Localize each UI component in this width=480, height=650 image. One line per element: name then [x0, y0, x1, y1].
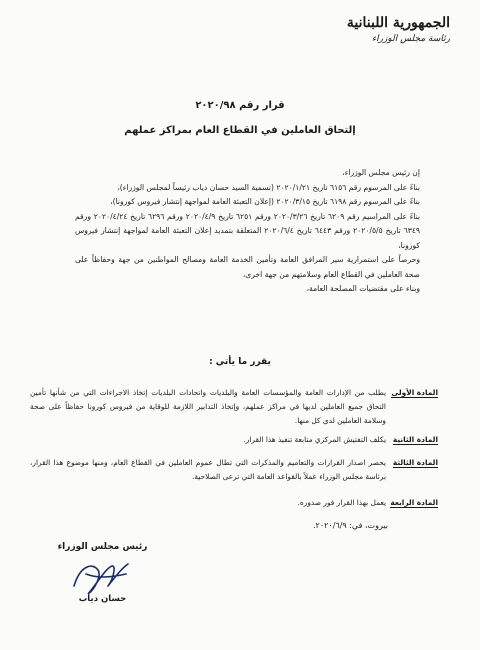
place-date: بيروت، في: ٢٠٢٠/٦/٩. [312, 521, 388, 530]
article-text: يحصر اصدار القرارات والتعاميم والمذكرات التي تطال عموم العاملين في القطاع العام، ومنها موضوع هذا القرار، برئاسة مجلس الوزراء عملاً بالقواعد العامة التي ترعى الصلاحية. [30, 458, 386, 481]
signer-name: حسان دياب [78, 594, 127, 604]
article-2 [30, 433, 438, 447]
preamble-line: بناءً على المراسيم رقم ٦٢٠٩ تاريخ ٢٠٢٠/٣/٢٦ ورقم ٦٢٥١ تاريخ ٢٠٢٠/٤/٩ ورقم ٦٢٩٦ تاريخ ٢٠٢٠/٤/٢٤ ورقم ٦٣٤٩ تاريخ ٢٠٢٠/٥/٥ ورقم ٦٤٤٣ تاريخ ٢٠٢٠/٦/٤ المتعلقة بتمديد إعلان التعبئة العامة لمواجهة إنتشار فيروس كورونا، [75, 211, 421, 250]
article-1 [30, 386, 438, 428]
letterhead-office: رئاسة مجلس الوزراء [371, 34, 450, 44]
decision-title: إلتحاق العاملين في القطاع العام بمراكز عملهم [124, 125, 356, 136]
article-label: المادة الرابعة [390, 498, 438, 507]
article-label: المادة الثانية [392, 435, 438, 444]
article-text: يعمل بهذا القرار فور صدوره. [297, 498, 386, 507]
preamble [75, 166, 420, 297]
resolves-heading: يقرر ما يأتي : [209, 357, 271, 367]
preamble-line: بناءً على المرسوم رقم ٦١٥٦ تاريخ ٢٠٢٠/١/٢١ (تسمية السيد حسان دياب رئيساً لمجلس الوزراء)، [117, 182, 420, 192]
preamble-line: بناءً على المرسوم رقم ٦١٩٨ تاريخ ٢٠٢٠/٣/١٥ (إعلان التعبئة العامة لمواجهة إنتشار فيروس كورونا)، [110, 197, 420, 206]
preamble-line: إن رئيس مجلس الوزراء، [342, 168, 420, 177]
preamble-line: وحرصاً على استمرارية سير المرافق العامة وتأمين الخدمة العامة ومصالح المواطنين من جهة وحفاظاً على صحة العاملين في القطاع العام وسلامتهم من جهة اخرى، [75, 255, 420, 279]
article-label: المادة الثالثة [392, 458, 438, 467]
article-label: المادة الأولى [391, 388, 438, 397]
decision-number: قرار رقم ٢٠٢٠/٩٨ [195, 100, 285, 111]
article-text: يكلف التفتيش المركزي متابعة تنفيذ هذا القرار. [243, 435, 386, 444]
article-4 [30, 496, 438, 510]
letterhead [330, 14, 450, 44]
preamble-line: وبناء على مقتضيات المصلحة العامة، [306, 284, 420, 293]
signature-block [55, 542, 150, 604]
article-text: يطلب من الإدارات العامة والمؤسسات العامة والبلديات واتحادات البلديات إتخاذ الاجراءات التي من شأنها تأمين التحاق جميع العاملين لديها في مراكز عملهم، وإتخاذ التدابير اللازمة للوقاية من فيروس كورونا حفاظاً على صحة وسلامة العاملين لدى كل منها. [30, 388, 386, 425]
article-3 [30, 456, 438, 484]
signer-title: رئيس مجلس الوزراء [57, 542, 148, 552]
letterhead-state: الجمهورية اللبنانية [346, 15, 450, 31]
